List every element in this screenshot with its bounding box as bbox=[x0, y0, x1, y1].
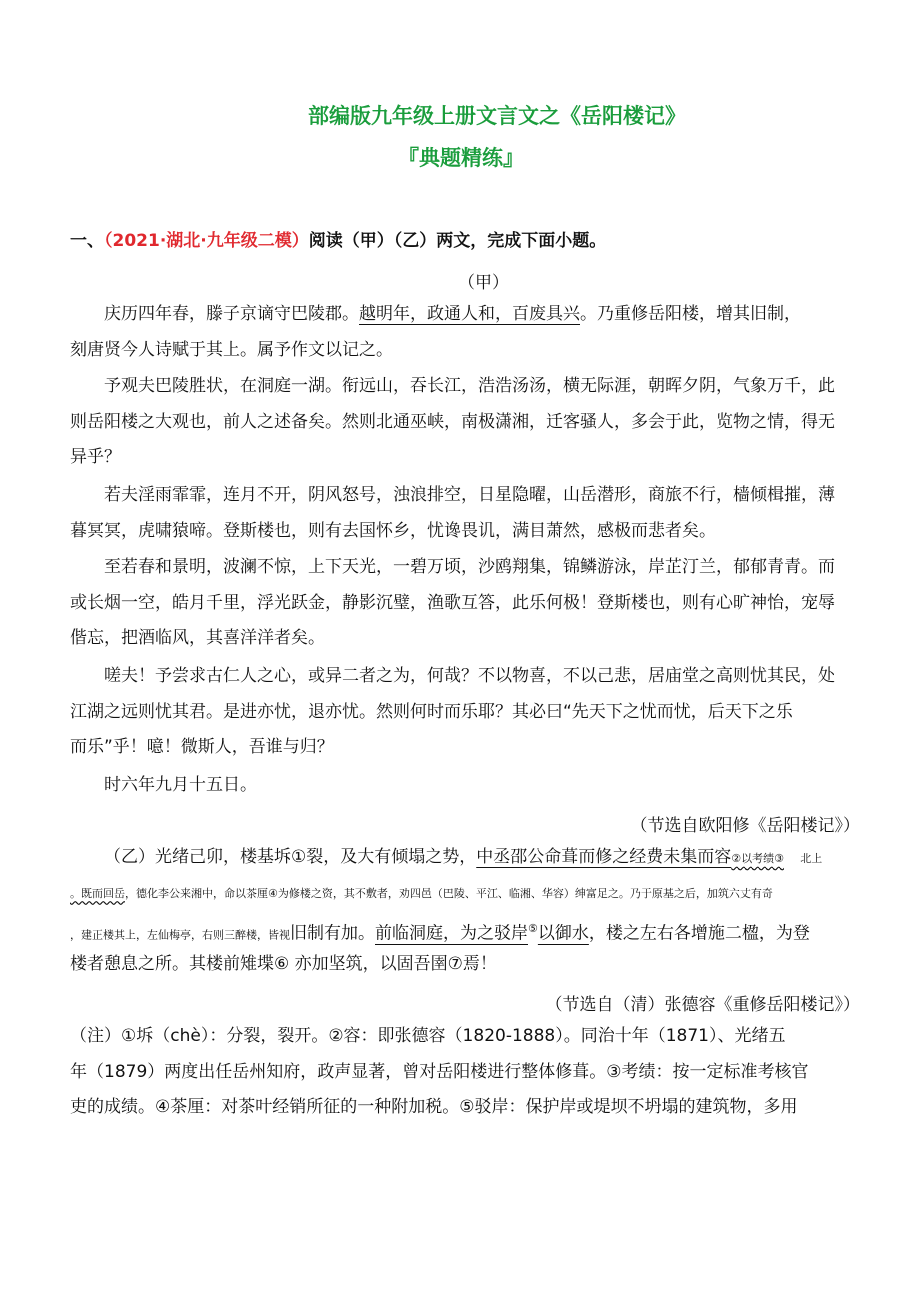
p5-line-2: 江湖之远则忧其君。是进亦忧，退亦忧。然则何时而乐耶？其必曰“先天下之忧而忧，后天下之乐 bbox=[70, 701, 793, 722]
paragraph-5 bbox=[70, 659, 860, 766]
yi-text-3: 旧制有加。 bbox=[290, 923, 375, 944]
question-heading bbox=[70, 226, 606, 251]
yi-small-text: ②以考绩③ bbox=[731, 852, 784, 865]
text-a-label: （甲） bbox=[458, 273, 509, 293]
paragraph-1 bbox=[70, 297, 860, 368]
p3-line-1: 若夫淫雨霏霏，连月不开，阴风怒号，浊浪排空，日星隐曜，山岳潜形，商旅不行，樯倾楫摧，薄 bbox=[104, 485, 835, 505]
p5-line-1: 嗟夫！予尝求古仁人之心，或异二者之为，何哉？不以物喜，不以己悲，居庙堂之高则忧其民，处 bbox=[104, 666, 835, 686]
question-source: （2021·湖北·九年级二模） bbox=[104, 231, 309, 251]
p1-text: 庆历四年春，滕子京谪守巴陵郡。 bbox=[104, 304, 359, 324]
yi-text-3b: ，楼之左右各增施二楹，为登 bbox=[588, 923, 810, 944]
paragraph-6 bbox=[70, 768, 860, 804]
p3-line-2: 暮冥冥，虎啸猿啼。登斯楼也，则有去国怀乡，忧谗畏讥，满目萧然，感极而悲者矣。 bbox=[70, 520, 716, 541]
yi-underlined-sentence-1: 中丞邵公命葺而修之经费未集而容 bbox=[476, 847, 732, 867]
document-title: 部编版九年级上册文言文之《岳阳楼记》 bbox=[308, 104, 686, 128]
p4-line-2: 或长烟一空，皓月千里，浮光跃金，静影沉璧，渔歌互答，此乐何极！登斯楼也，则有心旷神怡，宠辱 bbox=[70, 592, 835, 613]
paragraph-3 bbox=[70, 478, 860, 549]
yi-small-wavy: 。既而回岳 bbox=[70, 886, 125, 900]
p2-line-3: 异乎？ bbox=[70, 447, 121, 467]
notes-line-1: （注）①坼（chè）：分裂，裂开。②容：即张德容（1820-1888）。同治十年（1871）、光绪五 bbox=[70, 1026, 786, 1046]
yi-small-line-3: ，建正楼其上，左仙梅亭，右则三醉楼，皆视 bbox=[70, 928, 290, 942]
yi-small-text-2: 北上 bbox=[800, 852, 823, 865]
yi-line-4: 楼者憩息之所。其楼前雉堞⑥ 亦加坚筑，以固吾圉⑦焉！ bbox=[70, 953, 497, 974]
question-number: 一、 bbox=[70, 231, 104, 251]
document-subtitle: 『典题精练』 bbox=[398, 146, 524, 170]
notes-line-3: 吏的成绩。④茶厘：对茶叶经销所征的一种附加税。⑤驳岸：保护岸或堤坝不坍塌的建筑物，多用 bbox=[70, 1097, 798, 1117]
paragraph-4 bbox=[70, 550, 860, 657]
p4-line-1: 至若春和景明，波澜不惊，上下天光，一碧万顷，沙鸥翔集，锦鳞游泳，岸芷汀兰，郁郁青青。而 bbox=[104, 557, 835, 577]
p2-line-1: 予观夫巴陵胜状，在洞庭一湖。衔远山，吞长江，浩浩汤汤，横无际涯，朝晖夕阴，气象万千，此 bbox=[104, 376, 835, 396]
source-citation-2: （节选自（清）张德容《重修岳阳楼记》） bbox=[545, 995, 860, 1015]
p1-text-cont: 。乃重修岳阳楼，增其旧制， bbox=[580, 304, 801, 324]
yi-note-marker: ⑤ bbox=[528, 922, 538, 935]
p1-underlined-sentence: 越明年，政通人和，百废具兴 bbox=[359, 304, 580, 324]
p6-line: 时六年九月十五日。 bbox=[104, 775, 257, 795]
p2-line-2: 则岳阳楼之大观也，前人之述备矣。然则北通巫峡，南极潇湘，迁客骚人，多会于此，览物之情，得无 bbox=[70, 411, 835, 432]
p5-line-3: 而乐”乎！噫！微斯人，吾谁与归？ bbox=[70, 737, 334, 757]
p1-line-2: 刻唐贤今人诗赋于其上。属予作文以记之。 bbox=[70, 339, 393, 360]
notes bbox=[70, 1019, 860, 1126]
text-b bbox=[70, 840, 860, 982]
yi-small-line-2: ，德化李公来湘中，命以茶厘④为修楼之资，其不敷者，劝四邑（巴陵、平江、临湘、华容）绅富足之。乃于原基之后，加筑六丈有奇 bbox=[125, 886, 773, 900]
yi-text: （乙）光绪己卯，楼基坼①裂，及大有倾塌之势， bbox=[104, 847, 477, 867]
yi-underlined-sentence-2: 前临洞庭，为之驳岸 bbox=[375, 923, 528, 944]
paragraph-2 bbox=[70, 369, 860, 476]
question-prompt: 阅读（甲）（乙）两文，完成下面小题。 bbox=[308, 231, 607, 251]
p4-line-3: 偕忘，把酒临风，其喜洋洋者矣。 bbox=[70, 628, 325, 648]
yi-underlined-sentence-3: 以御水 bbox=[537, 923, 589, 944]
source-citation-1: （节选自欧阳修《岳阳楼记》） bbox=[630, 816, 860, 836]
notes-line-2: 年（1879）两度出任岳州知府，政声显著，曾对岳阳楼进行整体修葺。③考绩：按一定标准考核官 bbox=[70, 1061, 809, 1082]
